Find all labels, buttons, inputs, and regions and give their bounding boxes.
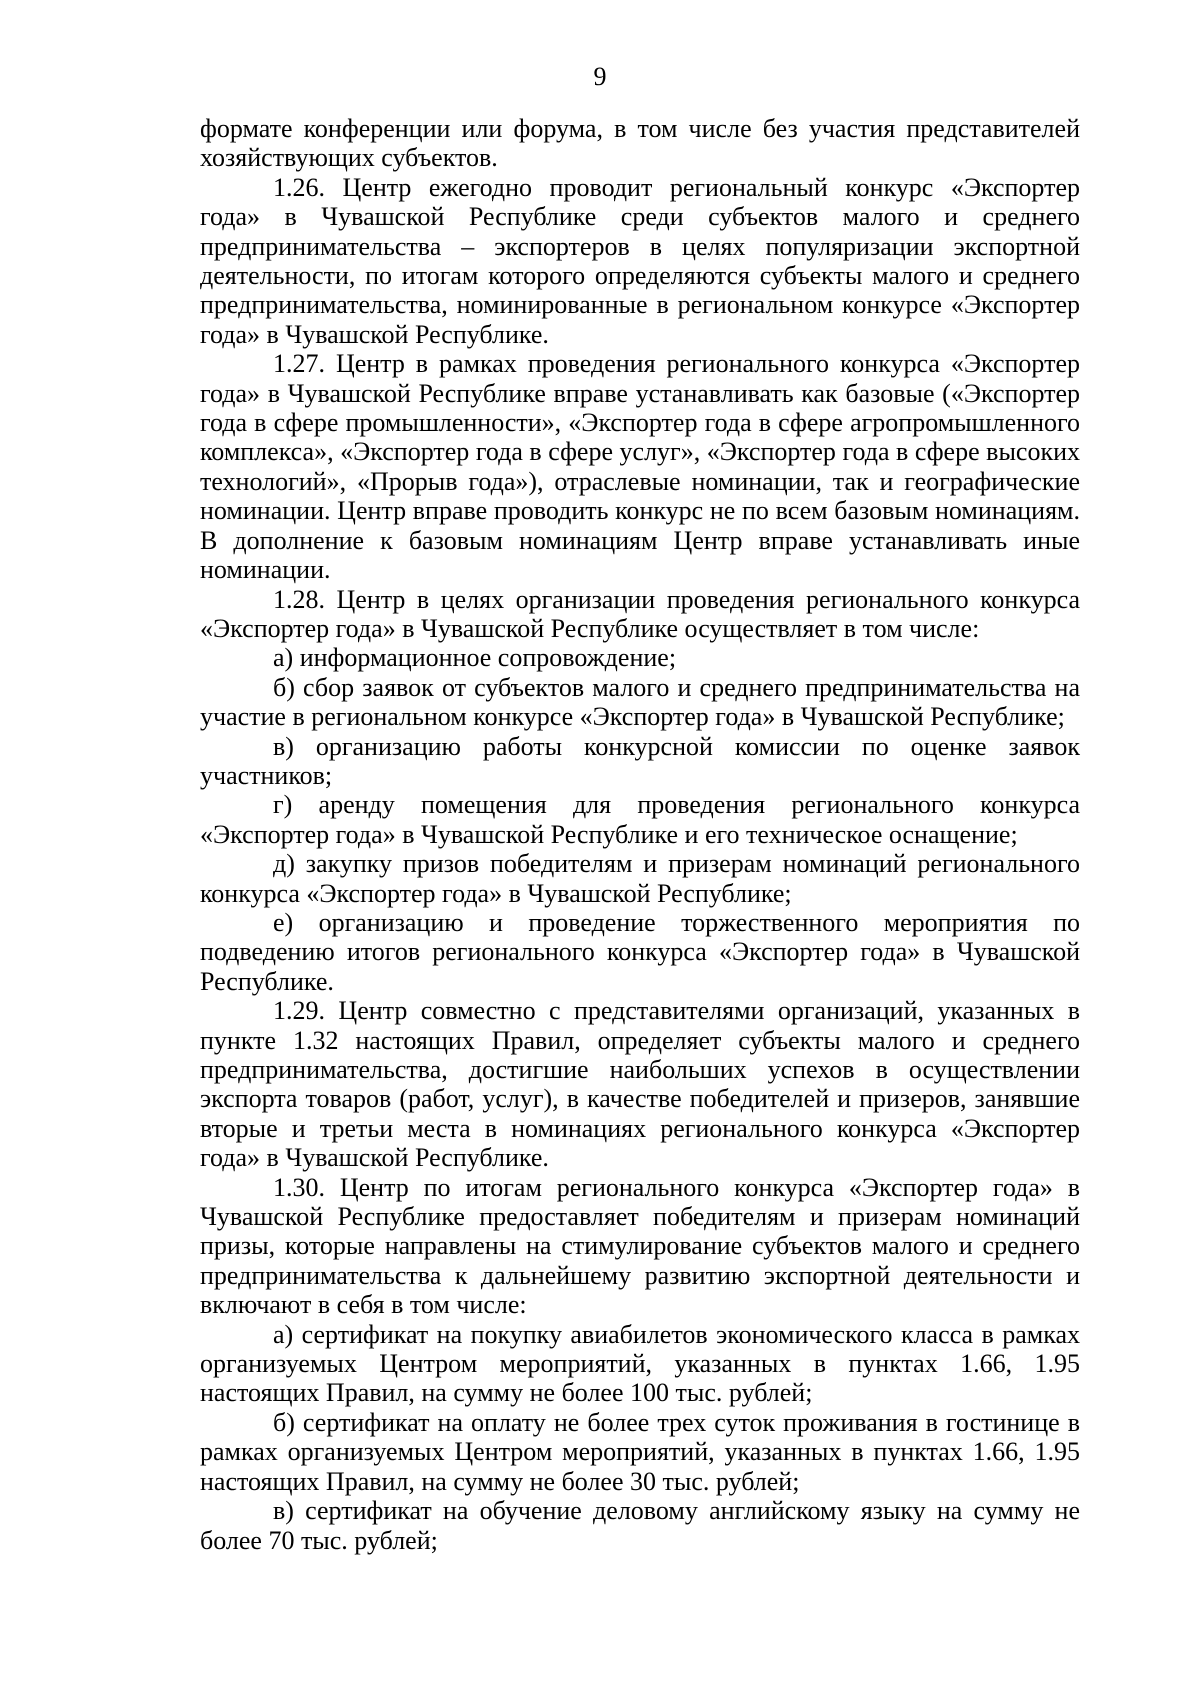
list-item: д) закупку призов победителям и призерам номинаций регионального конкурса «Экспортер года» в Чувашской Республике;	[200, 849, 1080, 908]
page-number: 9	[593, 62, 607, 91]
list-item: б) сбор заявок от субъектов малого и среднего предпринимательства на участие в региональном конкурсе «Экспортер года» в Чувашской Республике;	[200, 672, 1080, 732]
clause-1-26: 1.26. Центр ежегодно проводит региональный конкурс «Экспортер года» в Чувашской Республике среди субъектов малого и среднего предпринимательства – экспортеров в целях популяризации экспортной деятельности, по итогам которого определяются субъекты малого и среднего предпринимательства, номинированные в региональном конкурсе «Экспортер года» в Чувашской Республике.	[200, 172, 1080, 349]
list-item: б) сертификат на оплату не более трех суток проживания в гостинице в рамках организуемых Центром мероприятий, указанных в пунктах 1.66, 1.95 настоящих Правил, на сумму не более 30 тыс. рублей;	[200, 1407, 1080, 1496]
list-item: в) сертификат на обучение деловому английскому языку на сумму не более 70 тыс. рублей;	[200, 1496, 1080, 1555]
document-body	[200, 114, 1080, 1555]
paragraph-continuation: формате конференции или форума, в том числе без участия представителей хозяйствующих субъектов.	[200, 114, 1080, 173]
clause-1-27: 1.27. Центр в рамках проведения регионального конкурса «Экспортер года» в Чувашской Республике вправе устанавливать как базовые («Экспортер года в сфере промышленности», «Экспортер года в сфере агропромышленного комплекса», «Экспортер года в сфере услуг», «Экспортер года в сфере высоких технологий», «Прорыв года»), отраслевые номинации, так и географические номинации. Центр вправе проводить конкурс не по всем базовым номинациям. В дополнение к базовым номинациям Центр вправе устанавливать иные номинации.	[200, 349, 1080, 585]
list-item: а) сертификат на покупку авиабилетов экономического класса в рамках организуемых Центром мероприятий, указанных в пунктах 1.66, 1.95 настоящих Правил, на сумму не более 100 тыс. рублей;	[200, 1319, 1080, 1408]
list-item: г) аренду помещения для проведения регионального конкурса «Экспортер года» в Чувашской Республике и его техническое оснащение;	[200, 790, 1080, 849]
list-item: е) организацию и проведение торжественного мероприятия по подведению итогов регионального конкурса «Экспортер года» в Чувашской Республике.	[200, 907, 1080, 996]
list-item: а) информационное сопровождение;	[273, 643, 677, 673]
clause-1-30: 1.30. Центр по итогам регионального конкурса «Экспортер года» в Чувашской Республике предоставляет победителям и призерам номинаций призы, которые направлены на стимулирование субъектов малого и среднего предпринимательства к дальнейшему развитию экспортной деятельности и включают в себя в том числе:	[200, 1172, 1080, 1320]
list-item: в) организацию работы конкурсной комиссии по оценке заявок участников;	[200, 731, 1080, 790]
clause-1-28: 1.28. Центр в целях организации проведения регионального конкурса «Экспортер года» в Чувашской Республике осуществляет в том числе:	[200, 584, 1080, 643]
clause-1-29: 1.29. Центр совместно с представителями организаций, указанных в пункте 1.32 настоящих Правил, определяет субъекты малого и среднего предпринимательства, достигшие наибольших успехов в осуществлении экспорта товаров (работ, услуг), в качестве победителей и призеров, занявшие вторые и третьи места в номинациях регионального конкурса «Экспортер года» в Чувашской Республике.	[200, 996, 1080, 1173]
